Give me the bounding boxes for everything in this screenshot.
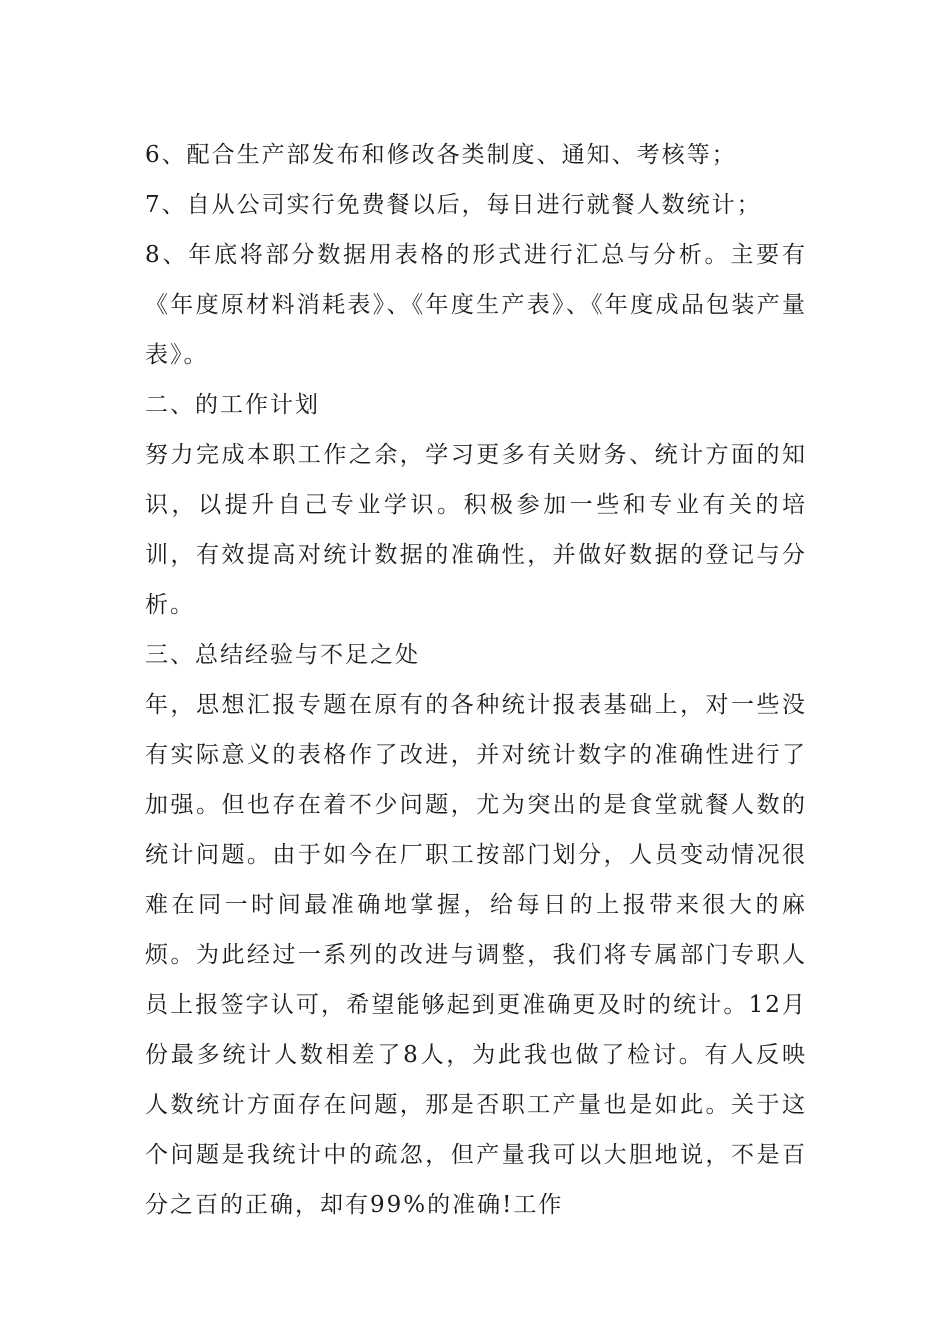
document-body <box>145 130 807 1230</box>
list-item-6: 6、配合生产部发布和修改各类制度、通知、考核等； <box>145 142 737 168</box>
summary-paragraph: 年，思想汇报专题在原有的各种统计报表基础上，对一些没有实际意义的表格作了改进，并对统计数字的准确性进行了加强。但也存在着不少问题，尤为突出的是食堂就餐人数的统计问题。由于如今在厂职工按部门划分，人员变动情况很难在同一时间最准确地掌握，给每日的上报带来很大的麻烦。为此经过一系列的改进与调整，我们将专属部门专职人员上报签字认可，希望能够起到更准确更及时的统计。12月份最多统计人数相差了8人，为此我也做了检讨。有人反映人数统计方面存在问题，那是否职工产量也是如此。关于这个问题是我统计中的疏忽，但产量我可以大胆地说，不是百分之百的正确，却有99%的准确!工作 <box>145 692 807 1218</box>
list-item-8: 8、年底将部分数据用表格的形式进行汇总与分析。主要有《年度原材料消耗表》、《年度生产表》、《年度成品包装产量表》。 <box>145 242 807 368</box>
list-item-7: 7、自从公司实行免费餐以后，每日进行就餐人数统计； <box>145 192 762 218</box>
section-heading-summary: 三、总结经验与不足之处 <box>145 642 420 668</box>
work-plan-paragraph: 努力完成本职工作之余，学习更多有关财务、统计方面的知识，以提升自己专业学识。积极参加一些和专业有关的培训，有效提高对统计数据的准确性，并做好数据的登记与分析。 <box>145 442 807 618</box>
section-heading-work-plan: 二、的工作计划 <box>145 392 320 418</box>
